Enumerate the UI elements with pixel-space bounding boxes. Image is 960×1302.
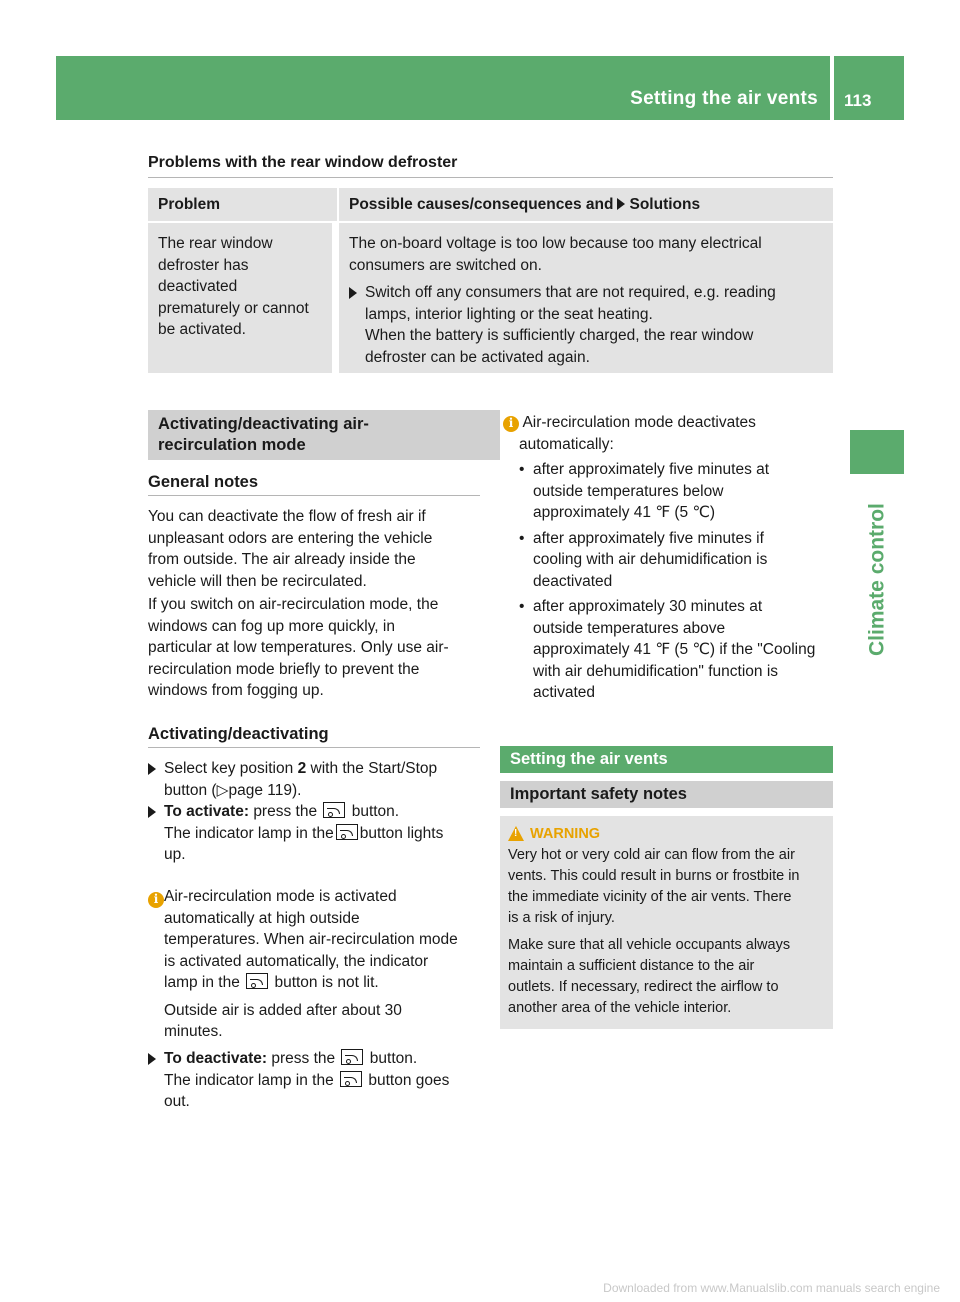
- deactivate-steps: [148, 1048, 480, 1113]
- text-line: If you switch on air-recirculation mode, the: [148, 596, 439, 613]
- step-select-key: [148, 758, 480, 801]
- text-line: after approximately five minutes if: [533, 529, 764, 547]
- table-header: [148, 188, 833, 221]
- general-notes-heading: General notes: [148, 473, 259, 491]
- text-line: from outside. The air already inside the: [148, 551, 416, 568]
- info-icon-wrap: [148, 886, 164, 1043]
- solution-step: [349, 282, 823, 368]
- text-line: activated: [533, 684, 596, 701]
- text-line: another area of the vehicle interior.: [508, 1000, 732, 1016]
- heading-line: Activating/deactivating air-: [158, 415, 369, 433]
- divider: [148, 747, 480, 748]
- problem-line: deactivated: [158, 278, 238, 295]
- text-line: outlets. If necessary, redirect the airflow to: [508, 979, 779, 995]
- col-solutions-suffix: Solutions: [629, 196, 701, 213]
- problem-line: prematurely or cannot: [158, 299, 309, 317]
- problem-cell: [148, 223, 332, 373]
- cause-line: consumers are switched on.: [349, 256, 542, 274]
- step-line: button (▷page 119).: [164, 781, 302, 799]
- text-line: temperatures. When air-recirculation mode: [164, 931, 458, 948]
- text-line: after approximately 30 minutes at: [533, 598, 763, 615]
- text-line: approximately 41 ℉ (5 ℃): [533, 504, 716, 521]
- text-line: Very hot or very cold air can flow from the air: [508, 847, 795, 863]
- text-line: particular at low temperatures. Only use air-: [148, 639, 449, 656]
- text-line: after approximately five minutes at: [533, 461, 770, 478]
- chapter-tab-marker: [850, 430, 904, 474]
- bullet-icon: •: [519, 598, 525, 615]
- problems-heading: Problems with the rear window defroster: [148, 154, 458, 171]
- warning-box: [500, 816, 833, 1029]
- action-arrow-icon: [148, 801, 164, 866]
- text-line: is activated automatically, the indicator: [164, 952, 429, 970]
- problem-line: be activated.: [158, 321, 246, 338]
- info-auto-deactivation: [503, 412, 833, 704]
- general-notes-body: [148, 506, 480, 702]
- vents-heading: Setting the air vents: [500, 746, 833, 773]
- air-recirculation-button-icon: [246, 973, 268, 989]
- text-line: windows can fog up more quickly, in: [148, 617, 395, 635]
- info-auto-activation: [148, 886, 480, 1043]
- page-number: 113: [844, 91, 872, 110]
- action-arrow-icon: [349, 282, 365, 368]
- text-line: minutes.: [164, 1023, 223, 1040]
- step-line: Select key position 2 with the Start/Stop: [164, 760, 438, 777]
- step-line: The indicator lamp in the button lights: [164, 824, 444, 842]
- text-line: is a risk of injury.: [508, 910, 615, 926]
- text-line: lamp in the button is not lit.: [164, 974, 379, 991]
- heading-line: recirculation mode: [158, 436, 306, 454]
- text-line: unpleasant odors are entering the vehicle: [148, 529, 433, 547]
- bullet-icon: •: [519, 461, 525, 478]
- activating-steps: [148, 758, 480, 866]
- list-item: [503, 459, 833, 524]
- page-ref-arrow-icon: ▷: [216, 781, 229, 799]
- problems-table: [148, 188, 833, 373]
- problem-line: defroster has: [158, 256, 249, 274]
- info-block: [148, 886, 480, 1043]
- warning-triangle-icon: [508, 826, 524, 841]
- step-activate: [148, 801, 480, 866]
- step-line: out.: [164, 1093, 190, 1110]
- action-arrow-icon: [148, 1048, 164, 1113]
- step-line: To activate: press the button.: [164, 803, 400, 820]
- step-line: Switch off any consumers that are not required, e.g. reading: [365, 284, 776, 301]
- list-item: [503, 528, 833, 593]
- text-line: Make sure that all vehicle occupants always: [508, 937, 791, 953]
- info-icon: i: [503, 416, 519, 432]
- col-solutions-prefix: Possible causes/consequences and: [349, 196, 614, 213]
- step-line: When the battery is sufficiently charged, the rear window: [365, 327, 754, 344]
- text-line: outside temperatures below: [533, 482, 724, 500]
- cause-line: The on-board voltage is too low because too many electrical: [349, 235, 762, 252]
- text-line: vents. This could result in burns or frostbite in: [508, 868, 800, 884]
- air-recirculation-button-icon: [323, 802, 345, 818]
- header-bar: [56, 56, 830, 120]
- text-line: Air-recirculation mode is activated: [164, 888, 397, 905]
- step-line: up.: [164, 846, 186, 863]
- text-line: approximately 41 ℉ (5 ℃) if the "Cooling: [533, 641, 816, 658]
- safety-heading: Important safety notes: [500, 781, 833, 808]
- divider: [148, 177, 833, 178]
- text-line: automatically:: [519, 435, 614, 453]
- activating-heading: Activating/deactivating: [148, 725, 329, 743]
- table-row: [148, 223, 833, 373]
- text-line: Outside air is added after about 30: [164, 1001, 402, 1019]
- bullet-icon: •: [519, 529, 525, 547]
- text-line: windows from fogging up.: [148, 682, 324, 699]
- action-arrow-icon: [617, 198, 625, 210]
- step-line: The indicator lamp in the button goes: [164, 1071, 450, 1089]
- problem-line: The rear window: [158, 235, 273, 252]
- air-recirculation-button-icon: [340, 1071, 362, 1087]
- step-deactivate: [148, 1048, 480, 1113]
- divider: [148, 495, 480, 496]
- step-line: defroster can be activated again.: [365, 348, 590, 366]
- text-line: vehicle will then be recirculated.: [148, 572, 367, 590]
- text-line: outside temperatures above: [533, 619, 726, 637]
- text-line: the immediate vicinity of the air vents. There: [508, 889, 792, 905]
- step-line: lamps, interior lighting or the seat heating.: [365, 305, 653, 323]
- recirc-heading: [148, 410, 500, 460]
- page-title: Setting the air vents: [630, 88, 818, 109]
- page-number-box: [834, 56, 904, 120]
- footer-url: Downloaded from www.Manualslib.com manuals search engine: [603, 1281, 940, 1295]
- action-arrow-icon: [148, 758, 164, 801]
- air-recirculation-button-icon: [341, 1049, 363, 1065]
- text-line: automatically at high outside: [164, 909, 360, 927]
- col-problem-header: Problem: [148, 188, 332, 221]
- text-line: deactivated: [533, 572, 613, 590]
- text-line: You can deactivate the flow of fresh air if: [148, 508, 426, 525]
- text-line: recirculation mode briefly to prevent the: [148, 660, 420, 678]
- text-line: cooling with air dehumidification is: [533, 551, 768, 568]
- text-line: with air dehumidification" function is: [533, 662, 779, 680]
- info-icon: i: [148, 892, 164, 908]
- step-line: To deactivate: press the button.: [164, 1050, 418, 1067]
- list-item: [503, 596, 833, 704]
- chapter-label: Climate control: [865, 503, 889, 657]
- text-line: i Air-recirculation mode deactivates: [503, 412, 833, 434]
- text-line: maintain a sufficient distance to the air: [508, 958, 755, 974]
- col-solutions-header: [337, 188, 833, 221]
- solution-cell: [337, 223, 833, 373]
- warning-title: ! WARNING: [508, 824, 825, 845]
- air-recirculation-button-icon: [336, 824, 358, 840]
